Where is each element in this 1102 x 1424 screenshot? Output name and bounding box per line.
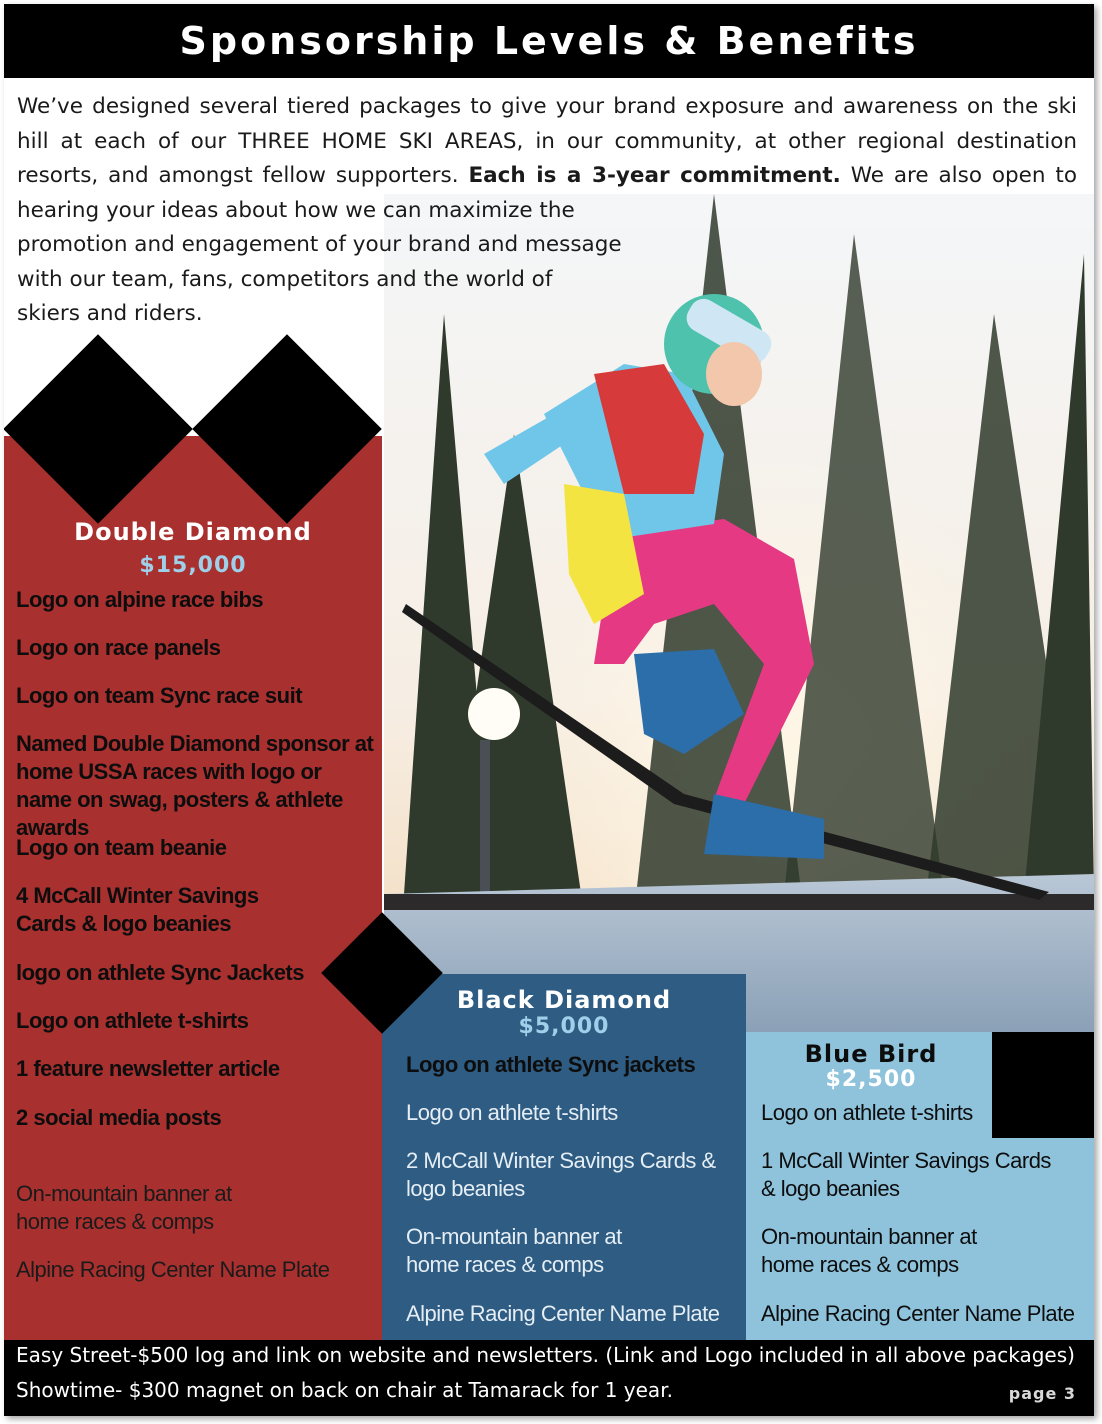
intro-line: skiers and riders. <box>17 301 203 326</box>
benefit-item: Logo on alpine race bibs <box>16 587 264 612</box>
black-diamond-price: $5,000 <box>518 1014 610 1039</box>
commitment-note: Each is a 3-year commitment. <box>468 163 841 188</box>
benefit-item: 2 social media posts <box>16 1105 222 1130</box>
double-diamond-title: Double Diamond <box>74 518 312 546</box>
blue-bird-price: $2,500 <box>825 1067 917 1092</box>
benefit-item: On-mountain banner at home races & comps <box>406 1224 622 1277</box>
intro-line: hill at each of our THREE HOME SKI AREAS, in our community, at other regional destination <box>17 128 1077 154</box>
benefit-item: logo on athlete Sync Jackets <box>16 960 304 985</box>
benefit-item: Logo on athlete t-shirts <box>406 1100 618 1125</box>
showtime-note: Showtime- $300 magnet on back on chair at Tamarack for 1 year. <box>16 1378 673 1402</box>
intro-text: resorts, and amongst fellow supporters. <box>17 163 459 188</box>
benefit-item: 1 McCall Winter Savings Cards & logo beanies <box>761 1148 1051 1201</box>
benefit-item: On-mountain banner at home races & comps <box>761 1224 977 1277</box>
benefit-item: Logo on athlete t-shirts <box>761 1100 973 1125</box>
benefit-item: 4 McCall Winter Savings Cards & logo beanies <box>16 883 259 936</box>
benefit-item: 2 McCall Winter Savings Cards & logo beanies <box>406 1148 716 1201</box>
intro-text: We are also open to <box>850 163 1077 188</box>
intro-line: promotion and engagement of your brand and message <box>17 232 622 257</box>
page <box>4 4 1094 1416</box>
intro-line <box>17 159 1077 194</box>
intro-paragraph <box>17 90 1077 332</box>
black-diamond-title: Black Diamond <box>456 986 672 1014</box>
page-title: Sponsorship Levels & Benefits <box>179 19 919 63</box>
page-number: page 3 <box>1008 1384 1076 1403</box>
benefit-item: Logo on race panels <box>16 635 221 660</box>
benefit-item: Alpine Racing Center Name Plate <box>16 1257 330 1282</box>
benefit-item: 1 feature newsletter article <box>16 1056 280 1081</box>
intro-line: with our team, fans, competitors and the world of <box>17 266 553 292</box>
benefit-item: On-mountain banner at home races & comps <box>16 1181 232 1234</box>
benefit-item: Logo on athlete t-shirts <box>16 1008 249 1033</box>
benefit-item: Logo on athlete Sync jackets <box>406 1052 696 1077</box>
blue-bird-title: Blue Bird <box>804 1040 938 1068</box>
benefit-item: Named Double Diamond sponsor at home USSA races with logo or name on swag, posters & athlete awards <box>16 731 374 840</box>
intro-line: We’ve designed several tiered packages to give your brand exposure and awareness on the ski <box>17 94 1077 119</box>
easy-street-note: Easy Street-$500 log and link on website and newsletters. (Link and Logo included in all above packages) <box>16 1343 1075 1367</box>
benefit-item: Alpine Racing Center Name Plate <box>761 1301 1075 1326</box>
intro-line: hearing your ideas about how we can maximize the <box>17 197 575 223</box>
benefit-item: Alpine Racing Center Name Plate <box>406 1301 720 1326</box>
double-diamond-price: $15,000 <box>139 553 247 578</box>
benefit-item: Logo on team beanie <box>16 835 227 860</box>
benefit-item: Logo on team Sync race suit <box>16 683 303 708</box>
